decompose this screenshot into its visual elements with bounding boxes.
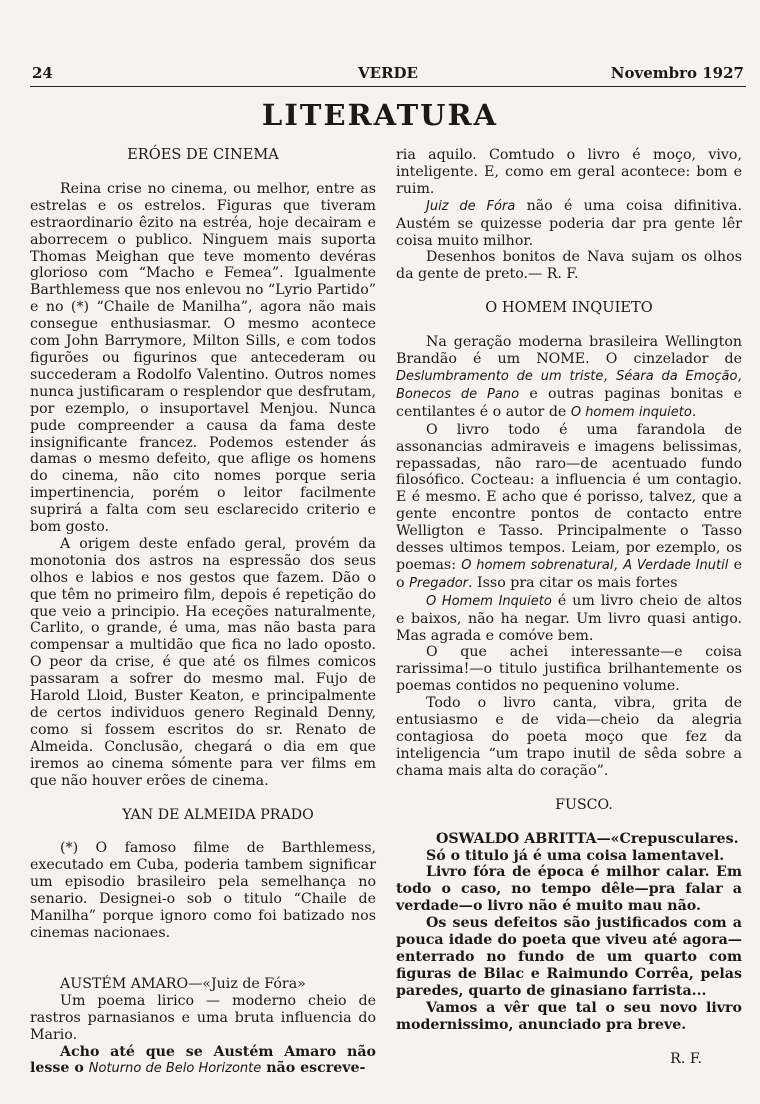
text-run: , xyxy=(603,367,617,384)
review-paragraph: Desenhos bonitos de Nava sujam os olhos da gente de preto.— R. F. xyxy=(396,249,742,283)
text-run: e outras paginas bonitas e centilantes é o autor de xyxy=(396,385,742,420)
review-paragraph: Só o titulo já é uma coisa lamentavel. xyxy=(426,847,725,864)
article-paragraph: Todo o livro canta, vibra, grita de entusiasmo e de vida—cheio da alegria contagiosa do poeta moço que fez da inteligencia “um trapo inutil de sêda sobre a chama mais alta do coração”. xyxy=(396,695,742,779)
book-title: Deslumbramento de um triste xyxy=(396,368,604,384)
article-heading-eroes: ERÓES DE CINEMA xyxy=(127,146,279,163)
review-paragraph: Vamos a vêr que tal o seu novo livro modernissimo, anunciado pra breve. xyxy=(396,999,742,1033)
review-heading-austem: AUSTÉM AMARO—«Juiz de Fóra» xyxy=(60,975,306,992)
left-column xyxy=(30,147,376,1078)
text-run: é um livro cheio de altos e baixos, não ha negar. Um livro quasi antigo. Mas agrada e comóve bem. xyxy=(396,592,742,644)
article-paragraph: A origem deste enfado geral, provém da monotonia dos astros na espressão dos seus olhos e labios e nos gestos que fazem. Dão o que têm no primeiro film, depois é repetição do que veio a principio. Ha eceções naturalmente, Carlito, o grande, é uma, mas não basta para compensar a multidão que fica no lado oposto. O peor da crise, é que até os filmes comicos passaram a sofrer do mesmo mal. Fujo de Harold Lloid, Buster Keaton, e principalmente de certos individuos genero Reginald Denny, como si fossem escritos do sr. Renato de Almeida. Conclusão, chegará o dia em que iremos ao cinema sómente para ver films em que não houver erões de cinema. xyxy=(30,535,376,789)
poem-title: A Verdade Inutil xyxy=(623,557,729,573)
poem-title: O homem sobrenatural xyxy=(461,557,614,573)
text-run: , xyxy=(737,367,742,384)
text-run: O livro todo é uma farandola de assonancias admiraveis e imagens belissimas, repassadas, não raro—de acentuado fundo filosófico. Cocteau: a influencia é um contagio. E é mesmo. E acho que é porisso, talvez, que a gente encontre pontos de contacto entre Welligton e Tasso. Principalmente o Tasso desses ultimos tempos. Leiam, por ezemplo, os poemas: xyxy=(396,421,742,573)
book-title: Noturno de Belo Horizonte xyxy=(88,1061,262,1077)
section-title: LITERATURA xyxy=(261,98,499,132)
review-heading-abritta: OSWALDO ABRITTA—«Crepusculares. xyxy=(436,830,739,847)
book-title: O Homem Inquieto xyxy=(426,593,552,609)
footnote: (*) O famoso filme de Barthlemess, executado em Cuba, poderia tambem significar um episodio brasileiro pela semelhança no senario. Designei-o sob o titulo “Chaile de Manilha” porque ignoro como foi batizado nos cinemas nacionaes. xyxy=(30,840,376,941)
text-run: não é uma coisa difinitiva. Austém se quizesse poderia dar pra gente lêr coisa muito milhor. xyxy=(396,197,742,249)
article-paragraph xyxy=(396,593,742,645)
right-column xyxy=(396,147,742,1067)
review-paragraph: ria aquilo. Comtudo o livro é moço, vivo, inteligente. E, como em geral acontece: bom e ruim. xyxy=(396,147,742,197)
article-signature: FUSCO. xyxy=(555,796,613,813)
book-title: Bonecos de Pano xyxy=(396,386,520,402)
magazine-name: VERDE xyxy=(358,64,418,82)
review-paragraph: Livro fóra de época é milhor calar. Em todo o caso, no tempo dêle—pra falar a verdade—o livro não é muito mau não. xyxy=(396,864,742,915)
text-run: , xyxy=(613,556,624,573)
issue-date: Novembro 1927 xyxy=(610,64,744,82)
book-title: Séara da Emoção xyxy=(616,368,738,384)
article-paragraph xyxy=(396,334,742,422)
header-rule xyxy=(30,86,746,87)
review-paragraph: Os seus defeitos são justificados com a pouca idade do poeta que viveu até agora—enterrado no fundo de um quarto com figuras de Bilac e Raimundo Corrêa, pelas paredes, quarto de ginasiano farrista... xyxy=(396,915,742,999)
page-number: 24 xyxy=(32,64,53,82)
review-signature: R. F. xyxy=(670,1050,702,1067)
article-heading-homem-inquieto: O HOMEM INQUIETO xyxy=(485,299,653,317)
book-title: Juiz de Fóra xyxy=(426,198,516,214)
article-paragraph: O que achei interessante—e coisa rarissima!—o titulo justifica brilhantemente os poemas contidos no pequenino volume. xyxy=(396,644,742,695)
text-run: Acho até que se Austém Amaro não lesse o xyxy=(30,1043,376,1077)
text-run: não escreve- xyxy=(261,1060,366,1077)
article-signature: YAN DE ALMEIDA PRADO xyxy=(122,806,314,823)
text-run: e o xyxy=(396,556,742,591)
text-run: . xyxy=(691,403,697,420)
article-paragraph: Reina crise no cinema, ou melhor, entre as estrelas e os estrelos. Figuras que tiveram estraordinario êzito na estréa, hoje decairam e aborrecem o publico. Ninguem mais suporta Thomas Meighan que teve momento devéras glorioso com “Macho e Femea”. Igualmente Barthlemess que nos enlevou no “Lyrio Partido” e no (*) “Chaile de Manilha”, agora não mais consegue enthusiasmar. O mesmo acontece com John Barrymore, Milton Sills, e com todos figurões ou figurinos que antecederam ou succederam a Rodolfo Valentino. Outros nomes nunca justificaram o resplendor que desfrutam, por ezemplo, o insuportavel Menjou. Nunca pude compreender a causa da fama deste insignificante francez. Podemos estender ás damas o mesmo defeito, que aflige os homens do cinema, não cito nomes porque seria impertinencia, porém o leitor facilmente suprirá a falta com seu esclarecido criterio e bom gosto. xyxy=(30,180,376,536)
text-run: . Isso pra citar os mais fortes xyxy=(468,574,678,591)
text-run: Na geração moderna brasileira Wellington Brandão é um NOME. O cinzelador de xyxy=(396,334,742,368)
poem-title: Pregador xyxy=(409,575,469,591)
article-paragraph xyxy=(396,422,742,593)
page-header xyxy=(32,64,744,86)
review-paragraph xyxy=(30,1044,376,1079)
review-paragraph xyxy=(396,198,742,250)
review-paragraph: Um poema lirico — moderno cheio de rastros parnasianos e uma bruta influencia do Mario. xyxy=(30,992,376,1043)
book-title: O homem inquieto xyxy=(570,404,692,420)
